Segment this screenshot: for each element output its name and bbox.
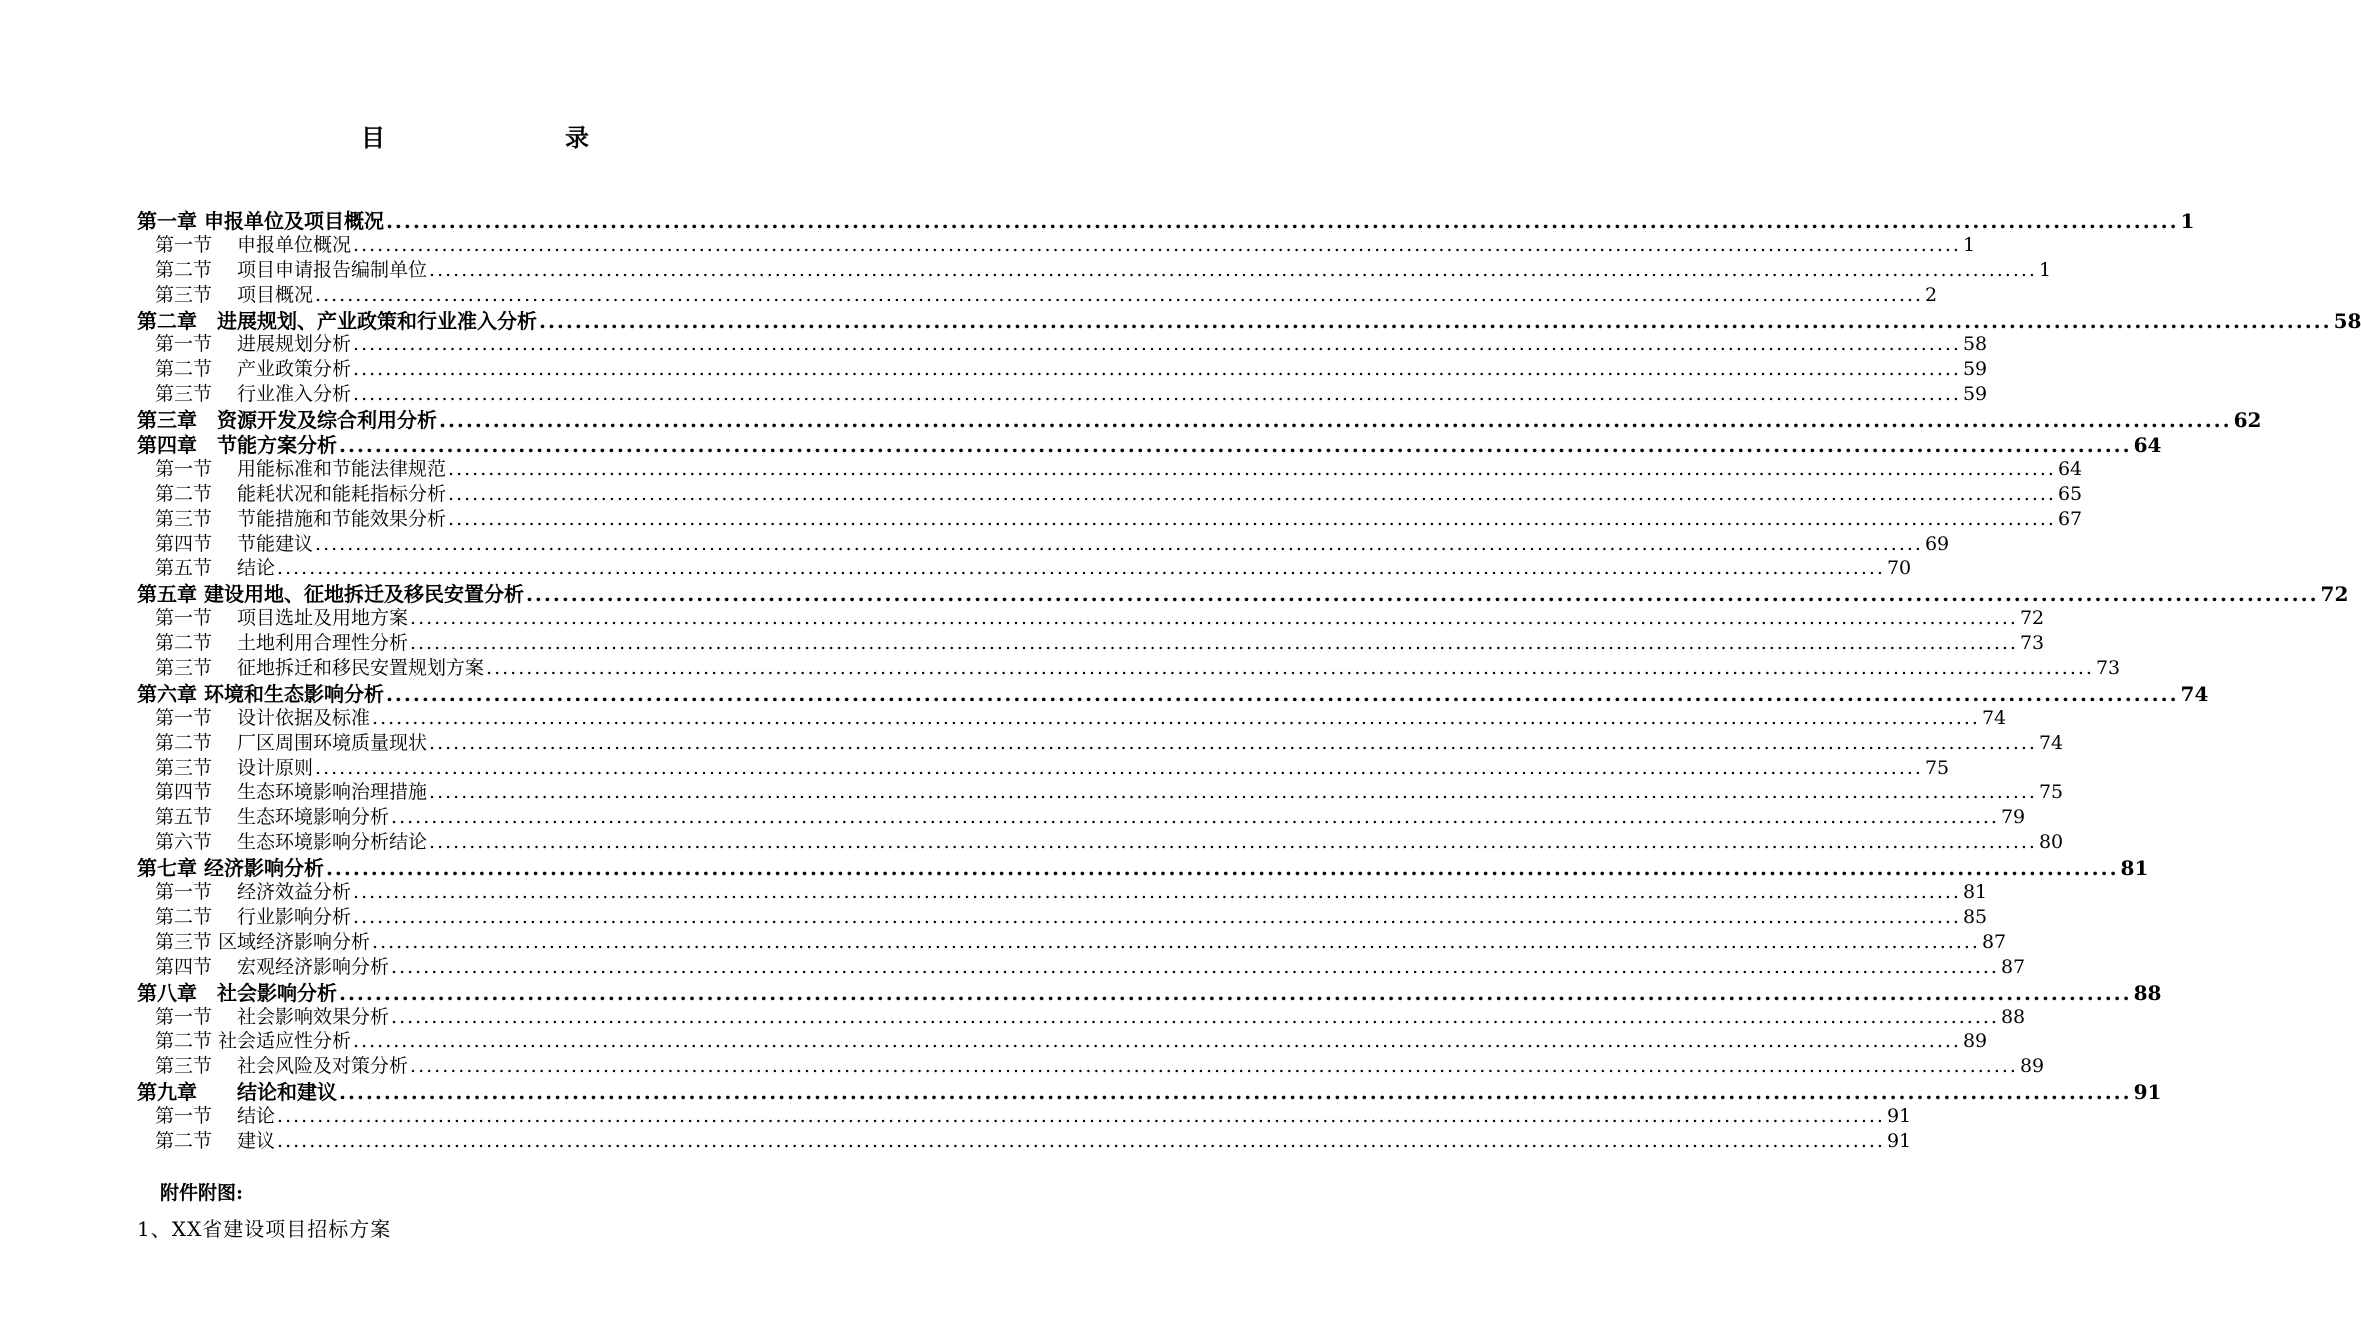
- toc-entry-page-number: 74: [2180, 681, 2209, 706]
- toc-entry-page-number: 2: [1924, 283, 1938, 306]
- toc-entry-page-number: 73: [2095, 657, 2121, 680]
- toc-entry-page-number: 62: [2233, 408, 2262, 433]
- toc-entry-label: 第四节 生态环境影响治理措施: [155, 781, 428, 804]
- toc-entry-page-number: 70: [1886, 557, 1912, 580]
- toc-chapter-entry[interactable]: [137, 404, 2262, 433]
- toc-entry-page-number: 75: [2038, 781, 2064, 804]
- toc-entry-page-number: 59: [1962, 358, 1988, 381]
- toc-entry-label: 第四章 节能方案分析: [137, 433, 337, 458]
- toc-section-entry[interactable]: [137, 827, 2064, 854]
- dot-leader: ........................................................................................................................................................................................................: [339, 980, 2132, 1005]
- toc-entry-label: 第三节 项目概况: [155, 283, 314, 306]
- toc-entry-label: 第四节 节能建议: [155, 532, 314, 555]
- toc-entry-label: 第三节 征地拆迁和移民安置规划方案: [155, 657, 485, 680]
- dot-leader: ........................................................................................................................................................................................................: [353, 233, 1961, 256]
- toc-entry-page-number: 91: [2133, 1080, 2162, 1105]
- toc-entry-page-number: 58: [1962, 333, 1988, 356]
- toc-section-entry[interactable]: [137, 703, 2007, 729]
- dot-leader: ........................................................................................................................................................................................................: [385, 209, 2179, 233]
- toc-section-entry[interactable]: [137, 802, 2026, 829]
- dot-leader: ........................................................................................................................................................................................................: [353, 1030, 1961, 1053]
- dot-leader: ........................................................................................................................................................................................................: [339, 1080, 2132, 1105]
- toc-section-entry[interactable]: [137, 777, 2064, 804]
- toc-section-entry[interactable]: [137, 1002, 2026, 1028]
- dot-leader: ........................................................................................................................................................................................................: [277, 1105, 1885, 1128]
- toc-section-entry[interactable]: [137, 1051, 2045, 1078]
- toc-entry-page-number: 1: [2180, 209, 2195, 233]
- page-title: 目 录: [361, 123, 633, 152]
- toc-entry-label: 第一节 经济效益分析: [155, 881, 352, 904]
- toc-entry-page-number: 72: [2320, 582, 2349, 607]
- toc-entry-page-number: 64: [2057, 457, 2083, 480]
- toc-entry-label: 第三节 节能措施和节能效果分析: [155, 507, 447, 530]
- toc-entry-label: 第一节 用能标准和节能法律规范: [155, 457, 447, 480]
- dot-leader: ........................................................................................................................................................................................................: [391, 806, 1999, 829]
- toc-entry-page-number: 91: [1886, 1129, 1912, 1152]
- toc-entry-label: 第四节 宏观经济影响分析: [155, 955, 390, 978]
- toc-entry-page-number: 81: [1962, 881, 1988, 904]
- toc-section-entry[interactable]: [137, 230, 1976, 256]
- toc-entry-label: 第一节 设计依据及标准: [155, 706, 371, 729]
- toc-entry-label: 第五节 结论: [155, 557, 276, 580]
- toc-section-entry[interactable]: [137, 1126, 1912, 1152]
- toc-section-entry[interactable]: [137, 454, 2083, 480]
- dot-leader: ........................................................................................................................................................................................................: [429, 831, 2037, 854]
- dot-leader: ........................................................................................................................................................................................................: [486, 657, 2094, 680]
- toc-entry-page-number: 59: [1962, 383, 1988, 406]
- toc-entry-label: 第三节 区域经济影响分析: [155, 930, 371, 953]
- toc-entry-page-number: 87: [1981, 930, 2007, 953]
- dot-leader: ........................................................................................................................................................................................................: [448, 482, 2056, 505]
- toc-entry-label: 第一节 社会影响效果分析: [155, 1005, 390, 1028]
- toc-section-entry[interactable]: [137, 728, 2064, 754]
- toc-section-entry[interactable]: [137, 753, 1950, 779]
- toc-section-entry[interactable]: [137, 902, 1988, 928]
- dot-leader: ........................................................................................................................................................................................................: [439, 408, 2232, 433]
- toc-section-entry[interactable]: [137, 603, 2045, 630]
- dot-leader: ........................................................................................................................................................................................................: [429, 258, 2037, 281]
- toc-entry-label: 第二节 项目申请报告编制单位: [155, 258, 428, 281]
- dot-leader: ........................................................................................................................................................................................................: [277, 557, 1885, 580]
- toc-entry-page-number: 80: [2038, 831, 2064, 854]
- toc-entry-label: 第二章 进展规划、产业政策和行业准入分析: [137, 308, 537, 333]
- toc-entry-label: 第三节 社会风险及对策分析: [155, 1055, 409, 1078]
- toc-entry-label: 第二节 能耗状况和能耗指标分析: [155, 482, 447, 505]
- toc-chapter-entry[interactable]: [137, 305, 2361, 333]
- dot-leader: ........................................................................................................................................................................................................: [372, 930, 1980, 953]
- toc-entry-page-number: 81: [2120, 856, 2149, 881]
- toc-chapter-entry[interactable]: [137, 977, 2162, 1005]
- toc-entry-label: 第三节 设计原则: [155, 756, 314, 779]
- toc-entry-page-number: 58: [2333, 308, 2361, 333]
- dot-leader: ........................................................................................................................................................................................................: [429, 731, 2037, 754]
- toc-entry-label: 第二节 土地利用合理性分析: [155, 632, 409, 655]
- toc-entry-label: 第五章 建设用地、征地拆迁及移民安置分析: [137, 582, 524, 607]
- toc-entry-page-number: 75: [1924, 756, 1950, 779]
- toc-section-entry[interactable]: [137, 354, 1988, 381]
- toc-entry-page-number: 69: [1924, 532, 1950, 555]
- toc-entry-page-number: 72: [2019, 607, 2045, 630]
- dot-leader: ........................................................................................................................................................................................................: [391, 1005, 1999, 1028]
- table-of-contents: [137, 205, 2361, 1152]
- toc-entry-label: 第八章 社会影响分析: [137, 980, 337, 1005]
- toc-section-entry[interactable]: [137, 927, 2007, 953]
- dot-leader: ........................................................................................................................................................................................................: [315, 756, 1923, 779]
- toc-entry-label: 第六章 环境和生态影响分析: [137, 681, 384, 706]
- appendix-item: 1、XX省建设项目招标方案: [137, 1217, 392, 1241]
- toc-chapter-entry[interactable]: [137, 852, 2149, 881]
- dot-leader: ........................................................................................................................................................................................................: [410, 1055, 2018, 1078]
- toc-entry-label: 第一章 申报单位及项目概况: [137, 209, 384, 233]
- dot-leader: ........................................................................................................................................................................................................: [448, 457, 2056, 480]
- toc-section-entry[interactable]: [137, 379, 1988, 406]
- toc-section-entry[interactable]: [137, 877, 1988, 904]
- toc-chapter-entry[interactable]: [137, 578, 2349, 607]
- dot-leader: ........................................................................................................................................................................................................: [315, 283, 1923, 306]
- toc-entry-label: 第二节 建议: [155, 1129, 276, 1152]
- toc-section-entry[interactable]: [137, 553, 1912, 580]
- toc-entry-page-number: 91: [1886, 1105, 1912, 1128]
- toc-section-entry[interactable]: [137, 280, 1938, 306]
- dot-leader: ........................................................................................................................................................................................................: [385, 681, 2179, 706]
- toc-entry-label: 第三节 行业准入分析: [155, 383, 352, 406]
- toc-entry-label: 第九章 结论和建议: [137, 1080, 337, 1105]
- toc-chapter-entry[interactable]: [137, 678, 2209, 706]
- dot-leader: ........................................................................................................................................................................................................: [410, 632, 2018, 655]
- toc-entry-label: 第五节 生态环境影响分析: [155, 806, 390, 829]
- toc-chapter-entry[interactable]: [137, 205, 2195, 233]
- dot-leader: ........................................................................................................................................................................................................: [315, 532, 1923, 555]
- dot-leader: ........................................................................................................................................................................................................: [448, 507, 2056, 530]
- dot-leader: ........................................................................................................................................................................................................: [277, 1129, 1885, 1152]
- dot-leader: ........................................................................................................................................................................................................: [325, 856, 2119, 881]
- toc-entry-label: 第二节 产业政策分析: [155, 358, 352, 381]
- toc-entry-page-number: 1: [2038, 258, 2052, 281]
- toc-entry-label: 第一节 进展规划分析: [155, 333, 352, 356]
- toc-entry-page-number: 79: [2000, 806, 2026, 829]
- toc-entry-page-number: 1: [1962, 233, 1976, 256]
- dot-leader: ........................................................................................................................................................................................................: [391, 955, 1999, 978]
- toc-section-entry[interactable]: [137, 504, 2083, 530]
- toc-entry-label: 第六节 生态环境影响分析结论: [155, 831, 428, 854]
- toc-entry-page-number: 88: [2133, 980, 2162, 1005]
- dot-leader: ........................................................................................................................................................................................................: [353, 358, 1961, 381]
- toc-entry-page-number: 85: [1962, 905, 1988, 928]
- toc-section-entry[interactable]: [137, 255, 2052, 281]
- toc-entry-label: 第一节 结论: [155, 1105, 276, 1128]
- toc-section-entry[interactable]: [137, 479, 2083, 505]
- dot-leader: ........................................................................................................................................................................................................: [539, 308, 2332, 333]
- dot-leader: ........................................................................................................................................................................................................: [353, 905, 1961, 928]
- toc-section-entry[interactable]: [137, 1026, 1988, 1053]
- toc-entry-page-number: 87: [2000, 955, 2026, 978]
- toc-section-entry[interactable]: [137, 1101, 1912, 1128]
- dot-leader: ........................................................................................................................................................................................................: [353, 333, 1961, 356]
- toc-chapter-entry[interactable]: [137, 429, 2162, 458]
- toc-entry-label: 第三章 资源开发及综合利用分析: [137, 408, 437, 433]
- toc-entry-page-number: 67: [2057, 507, 2083, 530]
- toc-entry-page-number: 89: [1962, 1030, 1988, 1053]
- toc-entry-label: 第二节 厂区周围环境质量现状: [155, 731, 428, 754]
- toc-entry-label: 第七章 经济影响分析: [137, 856, 324, 881]
- toc-entry-page-number: 64: [2133, 433, 2162, 458]
- toc-entry-page-number: 73: [2019, 632, 2045, 655]
- toc-entry-page-number: 74: [2038, 731, 2064, 754]
- dot-leader: ........................................................................................................................................................................................................: [410, 607, 2018, 630]
- dot-leader: ........................................................................................................................................................................................................: [525, 582, 2319, 607]
- toc-entry-label: 第一节 项目选址及用地方案: [155, 607, 409, 630]
- toc-section-entry[interactable]: [137, 952, 2026, 978]
- toc-entry-page-number: 74: [1981, 706, 2007, 729]
- toc-section-entry[interactable]: [137, 628, 2045, 655]
- dot-leader: ........................................................................................................................................................................................................: [353, 881, 1961, 904]
- toc-entry-label: 第二节 社会适应性分析: [155, 1030, 352, 1053]
- appendix-heading: 附件附图:: [160, 1182, 244, 1204]
- toc-chapter-entry[interactable]: [137, 1076, 2162, 1105]
- dot-leader: ........................................................................................................................................................................................................: [339, 433, 2132, 458]
- dot-leader: ........................................................................................................................................................................................................: [353, 383, 1961, 406]
- dot-leader: ........................................................................................................................................................................................................: [429, 781, 2037, 804]
- toc-section-entry[interactable]: [137, 529, 1950, 555]
- toc-entry-page-number: 89: [2019, 1055, 2045, 1078]
- toc-entry-page-number: 88: [2000, 1005, 2026, 1028]
- toc-entry-label: 第二节 行业影响分析: [155, 905, 352, 928]
- toc-entry-label: 第一节 申报单位概况: [155, 233, 352, 256]
- dot-leader: ........................................................................................................................................................................................................: [372, 706, 1980, 729]
- toc-section-entry[interactable]: [137, 653, 2121, 680]
- toc-section-entry[interactable]: [137, 329, 1988, 356]
- toc-entry-page-number: 65: [2057, 482, 2083, 505]
